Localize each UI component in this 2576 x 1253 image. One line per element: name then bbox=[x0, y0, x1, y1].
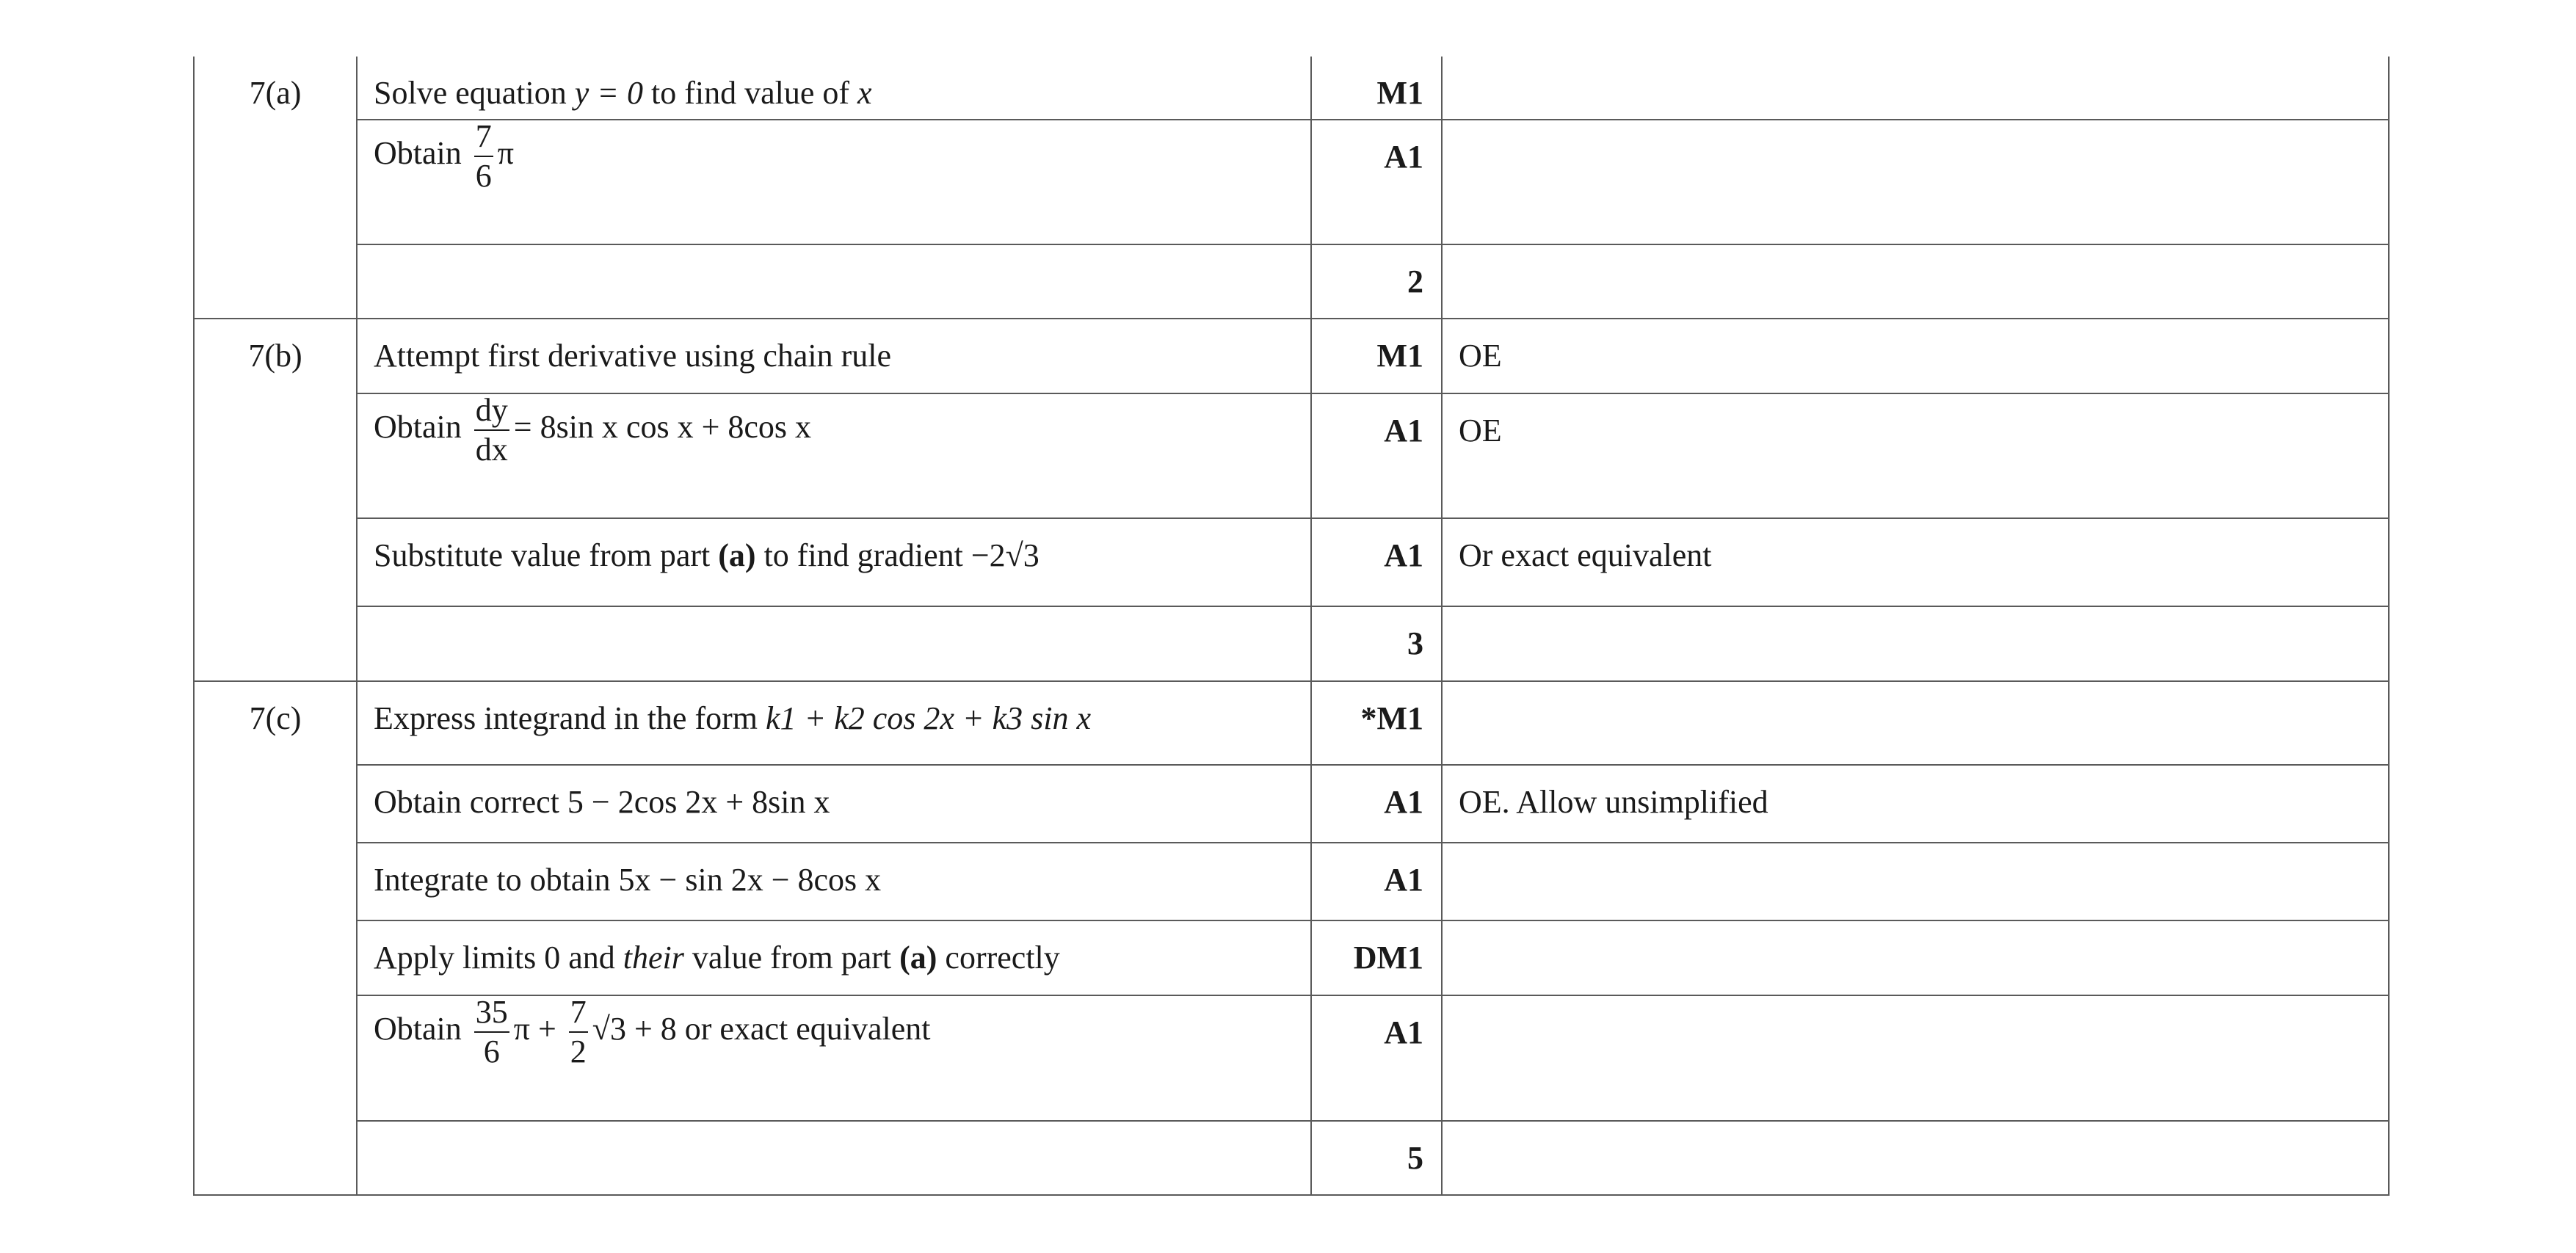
answer-math: y = 0 bbox=[574, 75, 643, 111]
answer-cell bbox=[357, 995, 1311, 1121]
guidance-cell: Or exact equivalent bbox=[1442, 518, 2389, 606]
guidance-cell bbox=[1442, 606, 2389, 681]
answer-cell bbox=[357, 1121, 1311, 1195]
answer-math: x bbox=[857, 75, 872, 111]
question-number: 7(c) bbox=[194, 681, 357, 1195]
guidance-cell bbox=[1442, 920, 2389, 995]
guidance-cell bbox=[1442, 843, 2389, 920]
guidance-cell: OE bbox=[1442, 393, 2389, 518]
mark-cell: A1 bbox=[1311, 393, 1442, 518]
answer-text: Obtain bbox=[374, 409, 462, 446]
fraction-numerator: 35 bbox=[474, 996, 509, 1033]
table-row bbox=[194, 606, 2389, 681]
answer-cell bbox=[357, 765, 1311, 843]
mark-cell: *M1 bbox=[1311, 681, 1442, 765]
table-row bbox=[194, 765, 2389, 843]
fraction-denominator: 6 bbox=[483, 1034, 500, 1069]
mark-cell: M1 bbox=[1311, 319, 1442, 393]
answer-cell bbox=[357, 518, 1311, 606]
table-row bbox=[194, 995, 2389, 1121]
answer-text: Obtain correct bbox=[374, 784, 559, 820]
mark-cell: A1 bbox=[1311, 120, 1442, 244]
answer-cell bbox=[357, 120, 1311, 244]
table-row bbox=[194, 57, 2389, 120]
answer-math: 5x − sin 2x − 8cos x bbox=[618, 862, 882, 898]
fraction-denominator: 6 bbox=[475, 158, 492, 194]
answer-text: Integrate to obtain bbox=[374, 862, 611, 898]
guidance-cell: OE bbox=[1442, 319, 2389, 393]
answer-cell bbox=[357, 681, 1311, 765]
mark-total: 3 bbox=[1311, 606, 1442, 681]
answer-text: correctly bbox=[945, 940, 1060, 976]
mark-cell: A1 bbox=[1311, 843, 1442, 920]
fraction-denominator: 2 bbox=[570, 1034, 587, 1069]
guidance-cell: OE. Allow unsimplified bbox=[1442, 765, 2389, 843]
answer-math: −2√3 bbox=[970, 537, 1040, 573]
table-row bbox=[194, 681, 2389, 765]
fraction-numerator: 7 bbox=[569, 996, 588, 1033]
guidance-cell bbox=[1442, 1121, 2389, 1195]
table-row bbox=[194, 393, 2389, 518]
fraction bbox=[474, 996, 509, 1068]
answer-math: π + bbox=[513, 1011, 556, 1047]
answer-text: to find gradient bbox=[763, 537, 963, 573]
answer-text: or exact equivalent bbox=[684, 1011, 931, 1047]
question-number: 7(a) bbox=[194, 57, 357, 319]
answer-text: Substitute value from part bbox=[374, 537, 711, 573]
answer-part-ref: (a) bbox=[899, 940, 937, 976]
answer-emphasis: their bbox=[623, 940, 684, 976]
guidance-cell bbox=[1442, 681, 2389, 765]
answer-cell bbox=[357, 920, 1311, 995]
answer-text: to find value of bbox=[650, 75, 850, 111]
answer-text: Apply limits 0 and bbox=[374, 940, 615, 976]
guidance-cell bbox=[1442, 244, 2389, 319]
fraction-denominator: dx bbox=[475, 432, 508, 468]
answer-math: √3 + 8 bbox=[592, 1011, 677, 1047]
guidance-cell bbox=[1442, 120, 2389, 244]
answer-math: 5 − 2cos 2x + 8sin x bbox=[567, 784, 830, 820]
fraction bbox=[569, 996, 588, 1068]
table-row bbox=[194, 843, 2389, 920]
answer-text: Express integrand in the form bbox=[374, 700, 758, 736]
table-row bbox=[194, 1121, 2389, 1195]
table-row bbox=[194, 920, 2389, 995]
fraction-numerator: dy bbox=[474, 394, 509, 431]
table-row bbox=[194, 518, 2389, 606]
answer-text: value from part bbox=[692, 940, 892, 976]
answer-cell bbox=[357, 244, 1311, 319]
table-row bbox=[194, 319, 2389, 393]
answer-cell bbox=[357, 843, 1311, 920]
fraction bbox=[474, 120, 493, 192]
mark-cell: A1 bbox=[1311, 995, 1442, 1121]
answer-cell bbox=[357, 606, 1311, 681]
mark-scheme-table bbox=[193, 57, 2390, 1196]
guidance-cell bbox=[1442, 57, 2389, 120]
mark-cell: A1 bbox=[1311, 518, 1442, 606]
answer-part-ref: (a) bbox=[718, 537, 756, 573]
answer-cell: Attempt first derivative using chain rule bbox=[357, 319, 1311, 393]
guidance-cell bbox=[1442, 995, 2389, 1121]
answer-cell bbox=[357, 57, 1311, 120]
table-row bbox=[194, 244, 2389, 319]
answer-text: Obtain bbox=[374, 1011, 462, 1047]
answer-cell bbox=[357, 393, 1311, 518]
answer-text: Solve equation bbox=[374, 75, 567, 111]
fraction bbox=[474, 394, 509, 466]
table-row bbox=[194, 120, 2389, 244]
mark-total: 2 bbox=[1311, 244, 1442, 319]
mark-cell: M1 bbox=[1311, 57, 1442, 120]
mark-cell: DM1 bbox=[1311, 920, 1442, 995]
mark-total: 5 bbox=[1311, 1121, 1442, 1195]
answer-math: π bbox=[497, 135, 514, 172]
question-number: 7(b) bbox=[194, 319, 357, 681]
answer-text: Obtain bbox=[374, 135, 462, 172]
mark-cell: A1 bbox=[1311, 765, 1442, 843]
fraction-numerator: 7 bbox=[474, 120, 493, 157]
answer-math: k1 + k2 cos 2x + k3 sin x bbox=[765, 700, 1092, 736]
answer-math: = 8sin x cos x + 8cos x bbox=[513, 409, 812, 446]
